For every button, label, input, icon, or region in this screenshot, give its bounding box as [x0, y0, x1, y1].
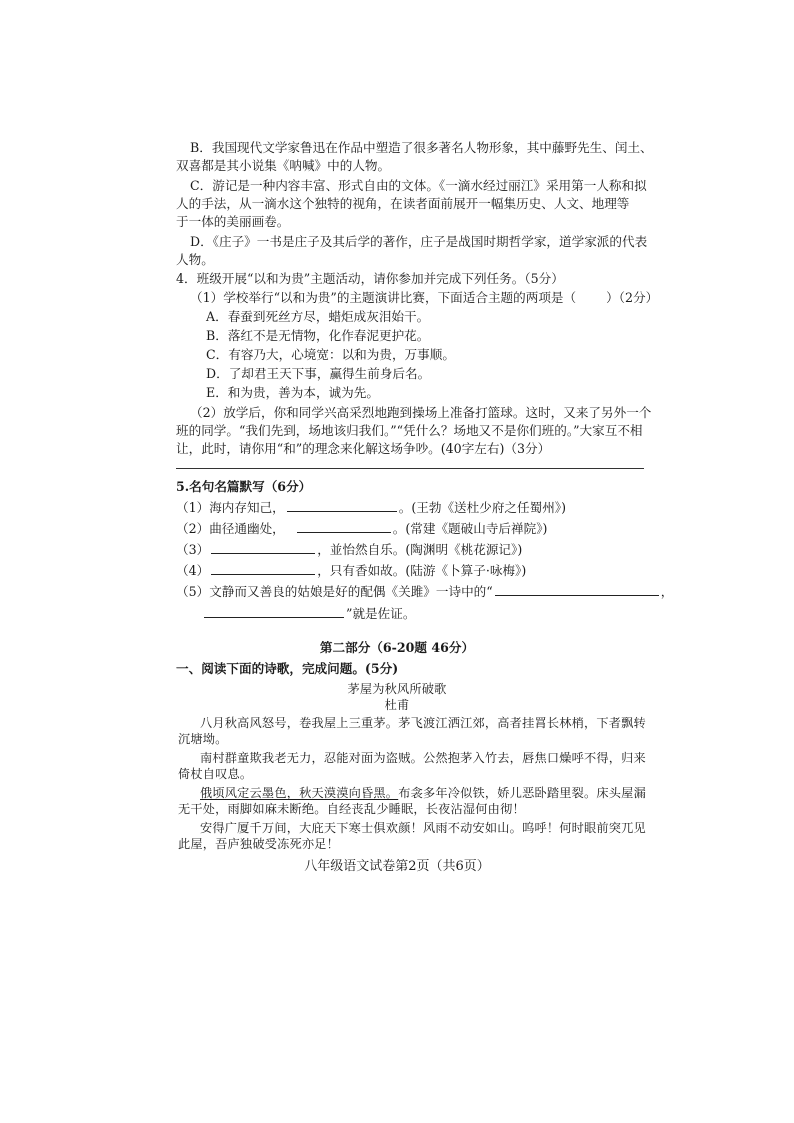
- poem-stanza-2-line2: 倚杖自叹息。: [178, 767, 253, 781]
- q5-item-4-pre: （4）: [176, 563, 210, 578]
- fill-blank[interactable]: [211, 561, 315, 575]
- fill-blank[interactable]: [287, 498, 397, 512]
- q5-item-5-post: ”就是佐证。: [346, 606, 416, 621]
- poem-stanza-2-line1: 南村群童欺我老无力，忍能对面为盗贼。公然抱茅入竹去，唇焦口燥呼不得，归来: [200, 751, 646, 765]
- q4-option-d: D．了却君王天下事，赢得生前身后名。: [206, 366, 431, 381]
- q4-sub1-score: ）（2分）: [606, 290, 659, 305]
- q5-item-1-pre: （1）海内存知己，: [176, 500, 285, 515]
- q5-item-2-post: 。(常建《题破山寺后禅院》): [392, 521, 548, 536]
- q4-sub2-line2: 班的同学。“我们先到，场地该归我们。”“凭什么？场地又不是你们班的。”大家互不相: [176, 423, 643, 438]
- q3-option-c-line2: 人的手法，从一滴水这个独特的视角，在读者面前展开一幅集历史、人文、地理等: [176, 196, 630, 211]
- q3-option-c-line1: C．游记是一种内容丰富、形式自由的文体。《一滴水经过丽江》采用第一人称和拟: [190, 178, 647, 193]
- page-footer: 八年级语文试卷第2页（共6页）: [304, 859, 490, 874]
- q4-sub2-line3: 让，此时，请你用“和”的理念来化解这场争吵。(40字左右)（3分）: [176, 441, 551, 456]
- part2-header: 第二部分（6-20题 46分）: [319, 640, 475, 655]
- q4-option-a: A．春蚕到死丝方尽，蜡炬成灰泪始干。: [206, 309, 430, 324]
- q5-item-4-post: ，只有香如故。(陆游《卜算子·咏梅》): [317, 563, 527, 578]
- q5-item-5-line1: [176, 582, 673, 601]
- q4-sub1: [190, 289, 658, 307]
- q3-option-d-line2: 人物。: [176, 252, 214, 267]
- q4-sub2-line1: （2）放学后，你和同学兴高采烈地跑到操场上准备打篮球。这时，又来了另外一个: [190, 405, 652, 420]
- q4-option-e: E．和为贵，善为本，诚为先。: [206, 385, 379, 400]
- q5-item-2: [176, 519, 547, 538]
- poem-stanza-1-line2: 沉塘坳。: [178, 732, 228, 746]
- poem-stanza-1-line1: 八月秋高风怒号，卷我屋上三重茅。茅飞渡江洒江郊，高者挂罥长林梢，下者飘转: [200, 716, 646, 730]
- q3-option-b-line2: 双喜都是其小说集《呐喊》中的人物。: [176, 158, 391, 173]
- q5-item-3-post: ，並怡然自乐。(陶渊明《桃花源记》): [317, 542, 523, 557]
- q5-item-3-pre: （3）: [176, 542, 210, 557]
- q5-item-5-comma: ，: [660, 584, 674, 599]
- poem-author: 杜甫: [384, 698, 410, 712]
- q4-stem: 4．班级开展“以和为贵”主题活动，请你参加并完成下列任务。（5分）: [176, 271, 564, 286]
- q4-option-b: B．落红不是无情物，化作春泥更护花。: [206, 328, 430, 343]
- q3-option-d-line1: D．《庄子》一书是庄子及其后学的著作，庄子是战国时期哲学家，道学家派的代表: [190, 234, 648, 249]
- poem-title: 茅屋为秋风所破歌: [347, 682, 447, 696]
- fill-blank[interactable]: [495, 582, 659, 596]
- fill-blank[interactable]: [204, 604, 344, 618]
- fill-blank[interactable]: [211, 540, 315, 554]
- part2-section1-title: 一、阅读下面的诗歌，完成问题。(5分): [176, 661, 399, 676]
- poem-stanza-4-line2: 此屋，吾庐独破受冻死亦足！: [178, 837, 340, 851]
- q5-item-5-pre: （5）文静而又善良的姑娘是好的配偶《关雎》一诗中的“: [176, 584, 493, 599]
- poem-stanza-3-line2: 无干处，雨脚如麻未断绝。自经丧乱少睡眠，长夜沾湿何由彻！: [178, 802, 525, 816]
- q3-option-c-line3: 于一体的美丽画卷。: [176, 214, 290, 229]
- q5-item-5-line2: [202, 604, 415, 623]
- q5-item-4: [176, 561, 526, 580]
- q5-item-3: [176, 540, 522, 559]
- q5-item-1-post: 。(王勃《送杜少府之任蜀州》): [398, 500, 567, 515]
- q5-title: 5.名句名篇默写（6分）: [176, 479, 312, 494]
- q5-item-2-pre: （2）曲径通幽处，: [176, 521, 285, 536]
- fill-blank[interactable]: [297, 519, 391, 533]
- q3-option-b-line1: B．我国现代文学家鲁迅在作品中塑造了很多著名人物形象，其中藤野先生、闰土、: [190, 140, 653, 155]
- poem-stanza-4-line1: 安得广厦千万间，大庇天下寒士俱欢颜！风雨不动安如山。呜呼！何时眼前突兀见: [200, 821, 646, 835]
- poem-stanza-3-rest: 布衾多年冷似铁，娇儿恶卧踏里裂。床头屋漏: [398, 786, 646, 800]
- answer-line[interactable]: [176, 468, 644, 469]
- poem-underlined-line: 俄顷风定云墨色，秋天漠漠向昏黑。: [200, 786, 399, 800]
- q4-option-c: C．有容乃大，心境宽：以和为贵，万事顺。: [206, 347, 455, 362]
- q5-item-1: [176, 498, 566, 517]
- q4-sub1-text: （1）学校举行“以和为贵”的主题演讲比赛，下面适合主题的两项是（: [190, 290, 577, 305]
